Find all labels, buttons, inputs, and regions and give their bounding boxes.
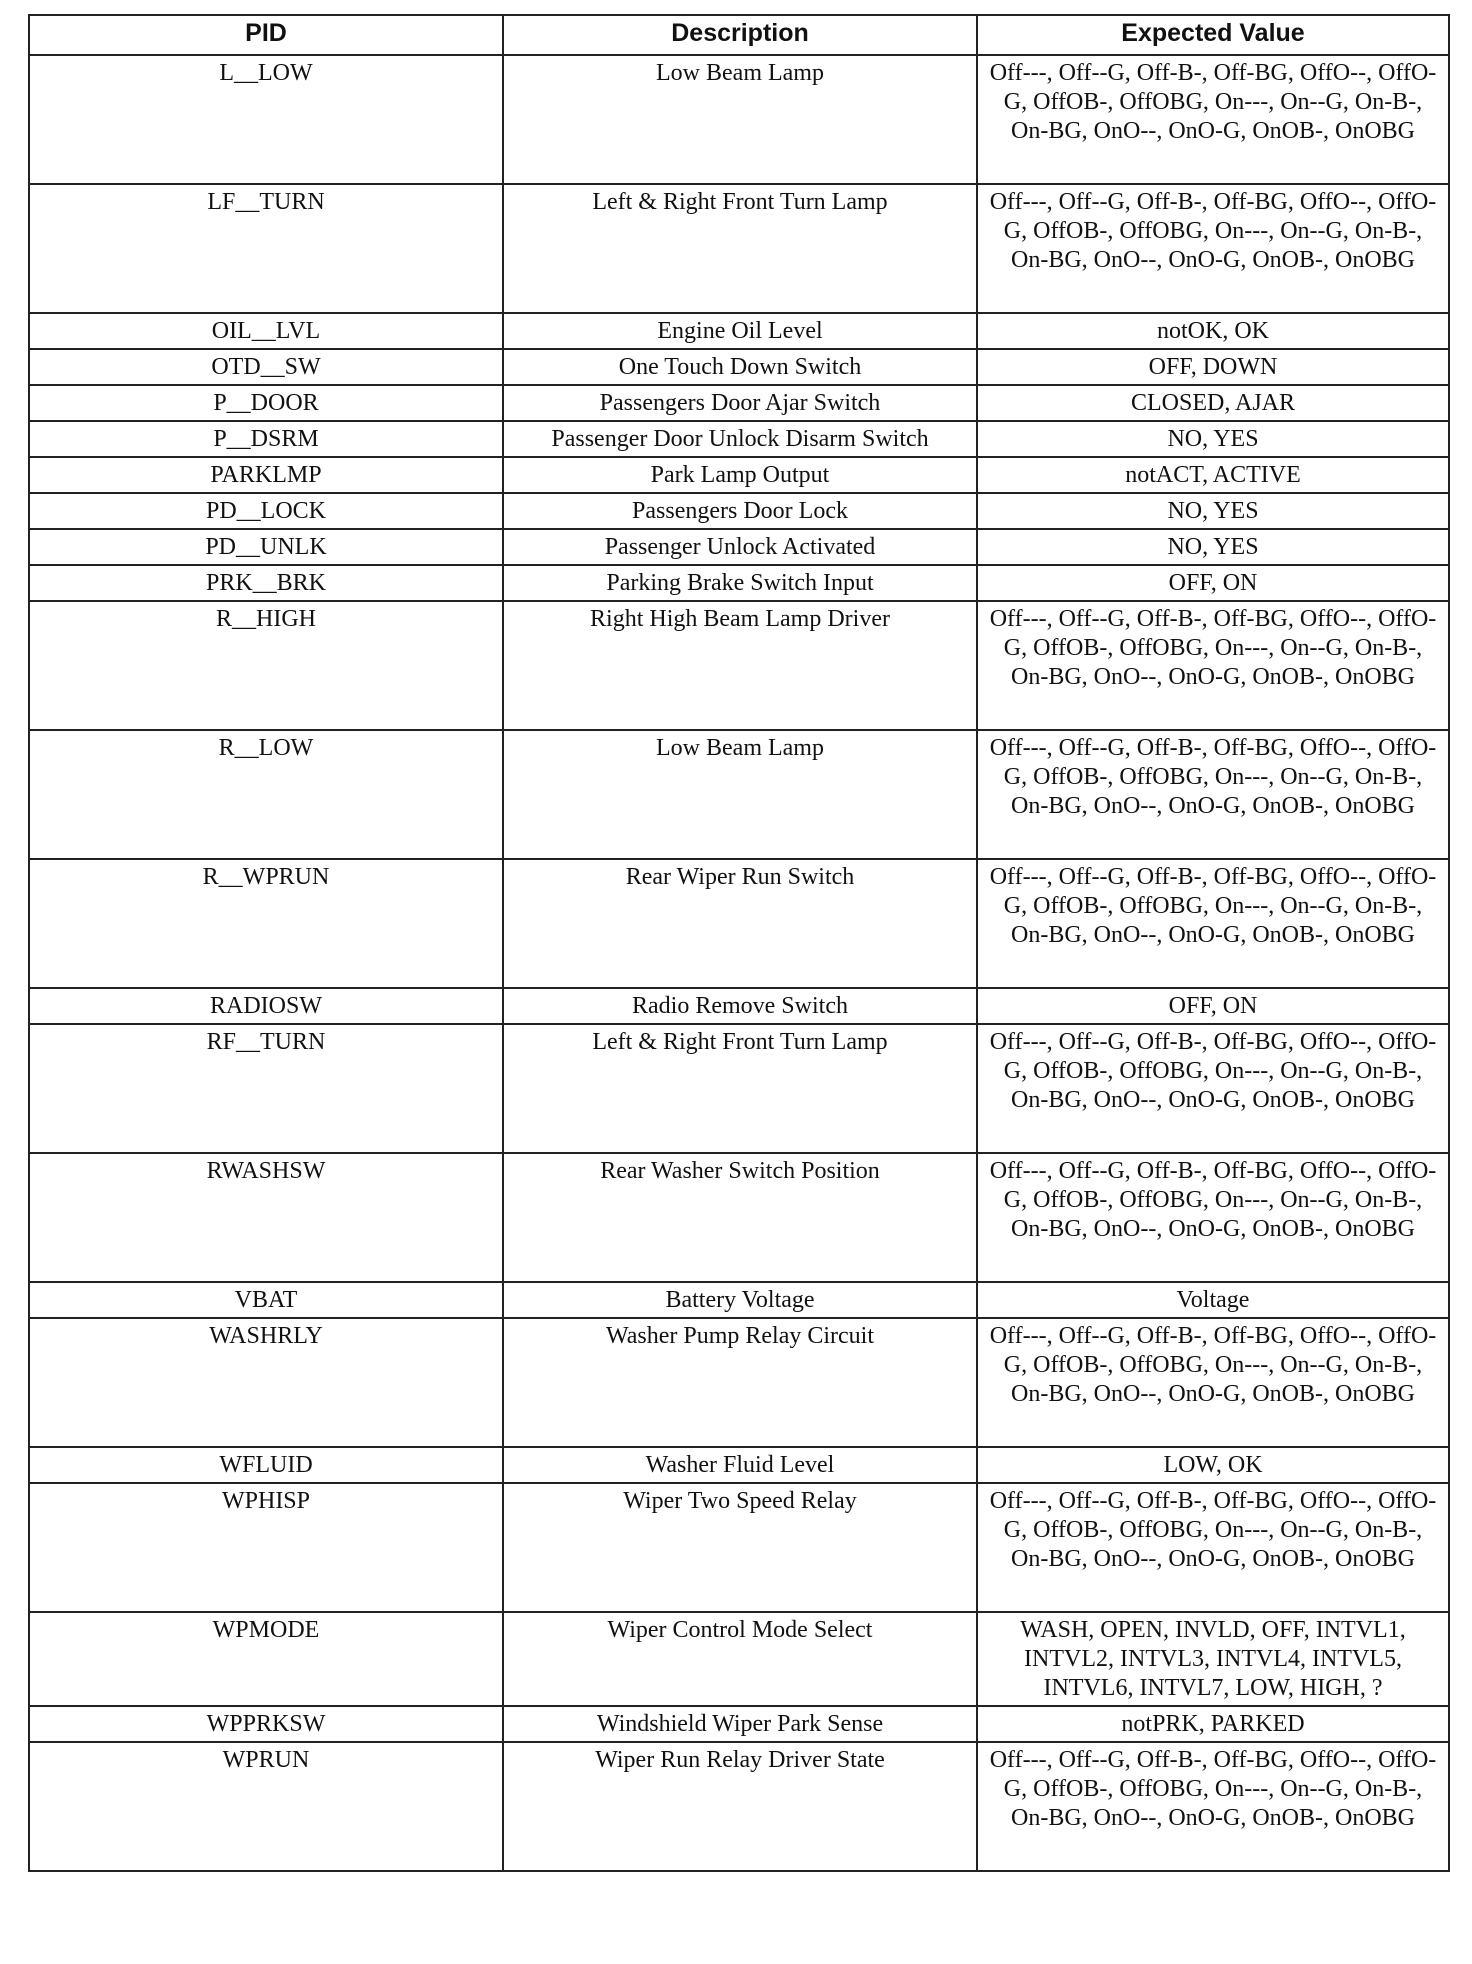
description-cell: Washer Pump Relay Circuit bbox=[503, 1318, 977, 1447]
description-cell: Radio Remove Switch bbox=[503, 988, 977, 1024]
description-cell: Windshield Wiper Park Sense bbox=[503, 1706, 977, 1742]
description-cell: Low Beam Lamp bbox=[503, 55, 977, 184]
table-row bbox=[29, 1742, 1449, 1871]
description-cell: Rear Wiper Run Switch bbox=[503, 859, 977, 988]
pid-cell: WPPRKSW bbox=[29, 1706, 503, 1742]
expected-value-cell: Off---, Off--G, Off-B-, Off-BG, OffO--, OffO-G, OffOB-, OffOBG, On---, On--G, On-B-, On-BG, OnO--, OnO-G, OnOB-, OnOBG bbox=[977, 1318, 1449, 1447]
table-row bbox=[29, 55, 1449, 184]
table-header-row bbox=[29, 15, 1449, 55]
pid-cell: RADIOSW bbox=[29, 988, 503, 1024]
expected-value-cell: Off---, Off--G, Off-B-, Off-BG, OffO--, OffO-G, OffOB-, OffOBG, On---, On--G, On-B-, On-BG, OnO--, OnO-G, OnOB-, OnOBG bbox=[977, 55, 1449, 184]
pid-cell: PD__LOCK bbox=[29, 493, 503, 529]
table-row bbox=[29, 313, 1449, 349]
expected-value-cell: OFF, ON bbox=[977, 565, 1449, 601]
table-row bbox=[29, 1447, 1449, 1483]
expected-value-cell: Off---, Off--G, Off-B-, Off-BG, OffO--, OffO-G, OffOB-, OffOBG, On---, On--G, On-B-, On-BG, OnO--, OnO-G, OnOB-, OnOBG bbox=[977, 1742, 1449, 1871]
description-cell: Passenger Door Unlock Disarm Switch bbox=[503, 421, 977, 457]
description-cell: Engine Oil Level bbox=[503, 313, 977, 349]
pid-cell: RF__TURN bbox=[29, 1024, 503, 1153]
description-cell: Park Lamp Output bbox=[503, 457, 977, 493]
table-row bbox=[29, 184, 1449, 313]
expected-value-cell: LOW, OK bbox=[977, 1447, 1449, 1483]
expected-value-cell: notPRK, PARKED bbox=[977, 1706, 1449, 1742]
description-cell: Wiper Run Relay Driver State bbox=[503, 1742, 977, 1871]
expected-value-cell: OFF, ON bbox=[977, 988, 1449, 1024]
pid-cell: RWASHSW bbox=[29, 1153, 503, 1282]
table-row bbox=[29, 1612, 1449, 1706]
expected-value-cell: Off---, Off--G, Off-B-, Off-BG, OffO--, OffO-G, OffOB-, OffOBG, On---, On--G, On-B-, On-BG, OnO--, OnO-G, OnOB-, OnOBG bbox=[977, 1153, 1449, 1282]
pid-cell: WASHRLY bbox=[29, 1318, 503, 1447]
table-row bbox=[29, 1318, 1449, 1447]
table-row bbox=[29, 730, 1449, 859]
pid-cell: OTD__SW bbox=[29, 349, 503, 385]
header-expected-value: Expected Value bbox=[977, 15, 1449, 55]
table-row bbox=[29, 988, 1449, 1024]
pid-cell: P__DSRM bbox=[29, 421, 503, 457]
pid-cell: WPRUN bbox=[29, 1742, 503, 1871]
description-cell: Wiper Two Speed Relay bbox=[503, 1483, 977, 1612]
expected-value-cell: Off---, Off--G, Off-B-, Off-BG, OffO--, OffO-G, OffOB-, OffOBG, On---, On--G, On-B-, On-BG, OnO--, OnO-G, OnOB-, OnOBG bbox=[977, 184, 1449, 313]
table-row bbox=[29, 1483, 1449, 1612]
pid-cell: R__HIGH bbox=[29, 601, 503, 730]
table-row bbox=[29, 1282, 1449, 1318]
expected-value-cell: NO, YES bbox=[977, 493, 1449, 529]
expected-value-cell: WASH, OPEN, INVLD, OFF, INTVL1, INTVL2, INTVL3, INTVL4, INTVL5, INTVL6, INTVL7, LOW, HIGH, ? bbox=[977, 1612, 1449, 1706]
expected-value-cell: NO, YES bbox=[977, 529, 1449, 565]
pid-cell: WPMODE bbox=[29, 1612, 503, 1706]
pid-cell: R__LOW bbox=[29, 730, 503, 859]
description-cell: Passengers Door Lock bbox=[503, 493, 977, 529]
description-cell: One Touch Down Switch bbox=[503, 349, 977, 385]
table-row bbox=[29, 493, 1449, 529]
expected-value-cell: Off---, Off--G, Off-B-, Off-BG, OffO--, OffO-G, OffOB-, OffOBG, On---, On--G, On-B-, On-BG, OnO--, OnO-G, OnOB-, OnOBG bbox=[977, 1483, 1449, 1612]
description-cell: Parking Brake Switch Input bbox=[503, 565, 977, 601]
table-row bbox=[29, 1153, 1449, 1282]
description-cell: Washer Fluid Level bbox=[503, 1447, 977, 1483]
description-cell: Rear Washer Switch Position bbox=[503, 1153, 977, 1282]
table-row bbox=[29, 529, 1449, 565]
pid-cell: PD__UNLK bbox=[29, 529, 503, 565]
description-cell: Right High Beam Lamp Driver bbox=[503, 601, 977, 730]
table-row bbox=[29, 421, 1449, 457]
expected-value-cell: Off---, Off--G, Off-B-, Off-BG, OffO--, OffO-G, OffOB-, OffOBG, On---, On--G, On-B-, On-BG, OnO--, OnO-G, OnOB-, OnOBG bbox=[977, 730, 1449, 859]
pid-cell: LF__TURN bbox=[29, 184, 503, 313]
table-row bbox=[29, 457, 1449, 493]
description-cell: Passenger Unlock Activated bbox=[503, 529, 977, 565]
expected-value-cell: Off---, Off--G, Off-B-, Off-BG, OffO--, OffO-G, OffOB-, OffOBG, On---, On--G, On-B-, On-BG, OnO--, OnO-G, OnOB-, OnOBG bbox=[977, 1024, 1449, 1153]
table-row bbox=[29, 1024, 1449, 1153]
pid-cell: PRK__BRK bbox=[29, 565, 503, 601]
description-cell: Battery Voltage bbox=[503, 1282, 977, 1318]
pid-cell: PARKLMP bbox=[29, 457, 503, 493]
table-row bbox=[29, 601, 1449, 730]
expected-value-cell: CLOSED, AJAR bbox=[977, 385, 1449, 421]
header-pid: PID bbox=[29, 15, 503, 55]
pid-cell: R__WPRUN bbox=[29, 859, 503, 988]
description-cell: Left & Right Front Turn Lamp bbox=[503, 184, 977, 313]
description-cell: Left & Right Front Turn Lamp bbox=[503, 1024, 977, 1153]
table-row bbox=[29, 565, 1449, 601]
header-description: Description bbox=[503, 15, 977, 55]
expected-value-cell: Voltage bbox=[977, 1282, 1449, 1318]
table-row bbox=[29, 385, 1449, 421]
pid-cell: WPHISP bbox=[29, 1483, 503, 1612]
description-cell: Passengers Door Ajar Switch bbox=[503, 385, 977, 421]
expected-value-cell: notOK, OK bbox=[977, 313, 1449, 349]
description-cell: Low Beam Lamp bbox=[503, 730, 977, 859]
table-row bbox=[29, 859, 1449, 988]
table-row bbox=[29, 349, 1449, 385]
pid-cell: WFLUID bbox=[29, 1447, 503, 1483]
expected-value-cell: NO, YES bbox=[977, 421, 1449, 457]
expected-value-cell: notACT, ACTIVE bbox=[977, 457, 1449, 493]
pid-cell: VBAT bbox=[29, 1282, 503, 1318]
pid-cell: L__LOW bbox=[29, 55, 503, 184]
table-row bbox=[29, 1706, 1449, 1742]
expected-value-cell: Off---, Off--G, Off-B-, Off-BG, OffO--, OffO-G, OffOB-, OffOBG, On---, On--G, On-B-, On-BG, OnO--, OnO-G, OnOB-, OnOBG bbox=[977, 601, 1449, 730]
pid-table bbox=[28, 14, 1450, 1872]
expected-value-cell: Off---, Off--G, Off-B-, Off-BG, OffO--, OffO-G, OffOB-, OffOBG, On---, On--G, On-B-, On-BG, OnO--, OnO-G, OnOB-, OnOBG bbox=[977, 859, 1449, 988]
expected-value-cell: OFF, DOWN bbox=[977, 349, 1449, 385]
pid-cell: OIL__LVL bbox=[29, 313, 503, 349]
pid-cell: P__DOOR bbox=[29, 385, 503, 421]
description-cell: Wiper Control Mode Select bbox=[503, 1612, 977, 1706]
